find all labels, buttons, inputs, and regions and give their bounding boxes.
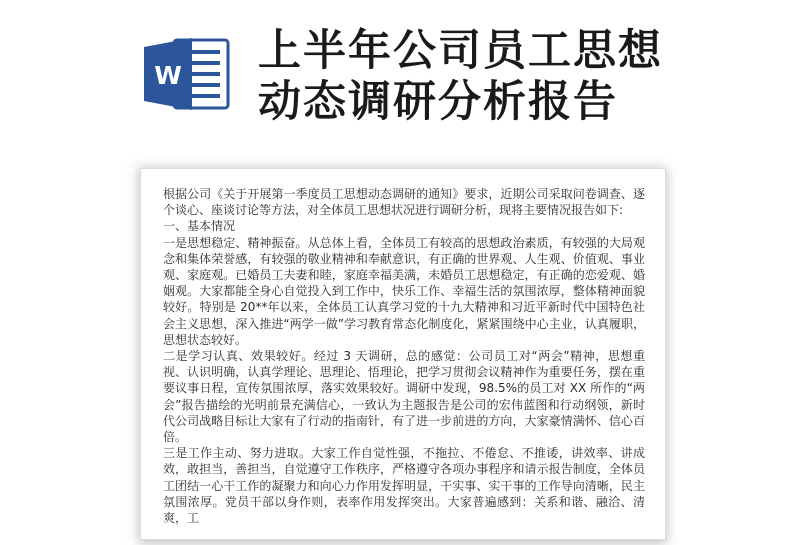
word-document-icon [140, 34, 236, 114]
paragraph-1: 一是思想稳定、精神振奋。从总体上看，全体员工有较高的思想政治素质，有较强的大局观念和集体荣誉感，有较强的敬业精神和奉献意识，有正确的世界观、人生观、价值观、事业观、家庭观。已婚员工夫妻和睦，家庭幸福美满，未婚员工思想稳定，有正确的恋爱观、婚姻观。大家都能全身心自觉投入到工作中，快乐工作、幸福生活的氛围浓厚，整体精神面貌较好。特别是 20**年以来，全体员工认真学习党的十九大精神和习近平新时代中国特色社会主义思想，深入推进“两学一做”学习教育常态化制度化，紧紧围绕中心主业，认真履职，思想状态较好。 [163, 235, 645, 347]
title-line-1: 上半年公司员工思想 [258, 26, 663, 76]
section-heading: 一、基本情况 [163, 219, 236, 234]
document-page [140, 168, 666, 540]
header [0, 0, 800, 160]
word-icon-letter: W [154, 61, 182, 90]
intro-paragraph: 根据公司《关于开展第一季度员工思想动态调研的通知》要求，近期公司采取问卷调查、逐个谈心、座谈讨论等方法，对全体员工思想状况进行调研分析，现将主要情况报告如下: [163, 187, 645, 218]
document-title [258, 26, 778, 128]
paragraph-3: 三是工作主动、努力进取。大家工作自觉性强，不拖拉、不倦怠、不推诿，讲效率、讲成效，敢担当，善担当，自觉遵守工作秩序，严格遵守各项办事程序和请示报告制度，全体员工团结一心干工作的凝聚力和向心力作用发挥明显，干实事、实干事的工作导向清晰，民主氛围浓厚。党员干部以身作则，表率作用发挥突出。大家普遍感到：关系和谐、融洽、清爽，工 [163, 446, 645, 526]
title-line-2: 动态调研分析报告 [258, 77, 618, 127]
paragraph-2: 二是学习认真、效果较好。经过 3 天调研，总的感觉：公司员工对“两会”精神，思想重视、认识明确，认真学理论、思理论、悟理论，把学习贯彻会议精神作为重要任务，摆在重要议事日程，宣传氛围浓厚，落实效果较好。调研中发现，98.5%的员工对 XX 所作的“两会”报告描绘的光明前景充满信心，一致认为主题报告是公司的宏伟蓝图和行动纲领，新时代公司战略目标让大家有了行动的指南针，有了进一步前进的方向，大家豪情满怀、信心百倍。 [163, 349, 645, 445]
document-body [163, 186, 645, 526]
